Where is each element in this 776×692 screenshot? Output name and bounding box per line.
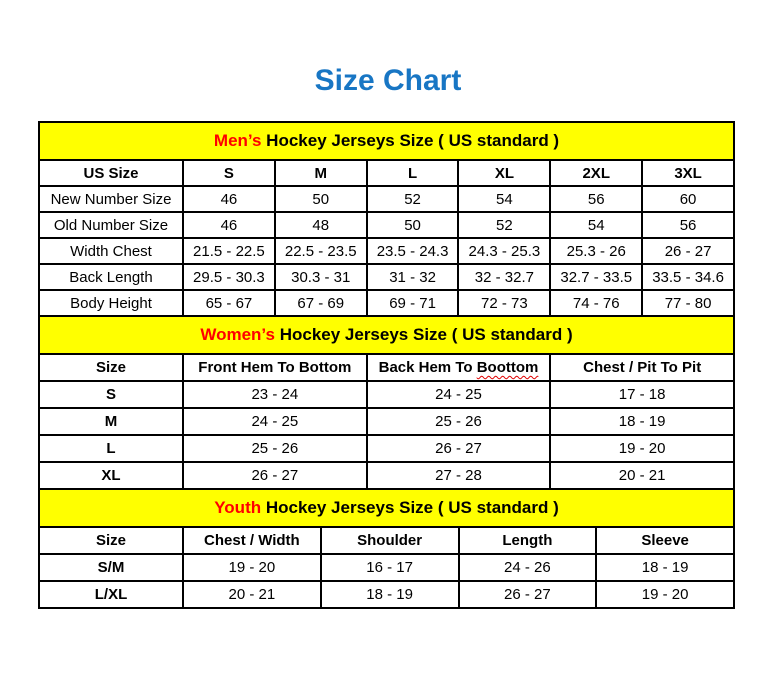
column-header: Back Hem To Boottom (367, 354, 551, 381)
size-cell: 27 - 28 (367, 462, 551, 489)
table-row (39, 435, 734, 462)
size-cell: 21.5 - 22.5 (183, 238, 275, 264)
womens-banner-highlight: Women’s (200, 325, 275, 344)
size-cell: 67 - 69 (275, 290, 367, 316)
column-header: US Size (39, 160, 183, 186)
size-cell: 24 - 25 (367, 381, 551, 408)
page-title: Size Chart (314, 64, 462, 97)
youth-banner-highlight: Youth (214, 498, 262, 517)
womens-banner (38, 315, 735, 355)
size-cell: 74 - 76 (550, 290, 642, 316)
size-chart (38, 121, 735, 609)
row-label: Back Length (39, 264, 183, 290)
size-cell: 56 (642, 212, 734, 238)
column-header: L (367, 160, 459, 186)
table-row (39, 290, 734, 316)
column-header: 3XL (642, 160, 734, 186)
size-cell: 19 - 20 (550, 435, 734, 462)
column-header: Shoulder (321, 527, 459, 554)
size-cell: 48 (275, 212, 367, 238)
womens-banner-text: Hockey Jerseys Size ( US standard ) (274, 325, 573, 344)
size-cell: 72 - 73 (458, 290, 550, 316)
youth-section (38, 488, 735, 609)
size-cell: 25 - 26 (183, 435, 367, 462)
column-header: Size (39, 354, 183, 381)
mens-size-table (38, 159, 735, 317)
row-label: Body Height (39, 290, 183, 316)
size-cell: 65 - 67 (183, 290, 275, 316)
size-cell: 60 (642, 186, 734, 212)
header-row (39, 160, 734, 186)
size-cell: 31 - 32 (367, 264, 459, 290)
size-cell: 23 - 24 (183, 381, 367, 408)
misspelled-word: Boottom (476, 359, 539, 376)
table-row (39, 381, 734, 408)
size-cell: 54 (458, 186, 550, 212)
table-row (39, 186, 734, 212)
womens-size-table (38, 353, 735, 490)
size-cell: 24 - 25 (183, 408, 367, 435)
header-row (39, 527, 734, 554)
size-cell: 20 - 21 (550, 462, 734, 489)
size-cell: 18 - 19 (550, 408, 734, 435)
size-cell: 77 - 80 (642, 290, 734, 316)
size-cell: 52 (367, 186, 459, 212)
size-cell: 25 - 26 (367, 408, 551, 435)
size-cell: 46 (183, 186, 275, 212)
size-cell: 50 (367, 212, 459, 238)
table-row (39, 581, 734, 608)
size-cell: 16 - 17 (321, 554, 459, 581)
row-label: L/XL (39, 581, 183, 608)
row-label: L (39, 435, 183, 462)
row-label: S/M (39, 554, 183, 581)
size-cell: 18 - 19 (596, 554, 734, 581)
size-cell: 19 - 20 (183, 554, 321, 581)
column-header: Length (459, 527, 597, 554)
row-label: M (39, 408, 183, 435)
column-header: Chest / Pit To Pit (550, 354, 734, 381)
size-cell: 18 - 19 (321, 581, 459, 608)
mens-banner-highlight: Men’s (213, 131, 262, 150)
table-row (39, 554, 734, 581)
size-cell: 26 - 27 (367, 435, 551, 462)
row-label: Old Number Size (39, 212, 183, 238)
row-label: Width Chest (39, 238, 183, 264)
size-cell: 69 - 71 (367, 290, 459, 316)
size-cell: 24.3 - 25.3 (458, 238, 550, 264)
row-label: XL (39, 462, 183, 489)
column-header: Size (39, 527, 183, 554)
size-cell: 52 (458, 212, 550, 238)
size-cell: 23.5 - 24.3 (367, 238, 459, 264)
size-cell: 22.5 - 23.5 (275, 238, 367, 264)
size-cell: 46 (183, 212, 275, 238)
size-cell: 32 - 32.7 (458, 264, 550, 290)
column-header: Front Hem To Bottom (183, 354, 367, 381)
column-header: Chest / Width (183, 527, 321, 554)
youth-banner-text: Hockey Jerseys Size ( US standard ) (261, 498, 559, 517)
size-cell: 29.5 - 30.3 (183, 264, 275, 290)
size-cell: 26 - 27 (642, 238, 734, 264)
size-cell: 25.3 - 26 (550, 238, 642, 264)
header-row (39, 354, 734, 381)
column-header: S (183, 160, 275, 186)
row-label: New Number Size (39, 186, 183, 212)
youth-size-table (38, 526, 735, 609)
size-cell: 26 - 27 (183, 462, 367, 489)
table-row (39, 462, 734, 489)
row-label: S (39, 381, 183, 408)
size-cell: 56 (550, 186, 642, 212)
size-cell: 30.3 - 31 (275, 264, 367, 290)
table-row (39, 264, 734, 290)
column-header: M (275, 160, 367, 186)
mens-banner (38, 121, 735, 161)
table-row (39, 238, 734, 264)
size-cell: 32.7 - 33.5 (550, 264, 642, 290)
womens-section (38, 315, 735, 490)
column-header: Sleeve (596, 527, 734, 554)
size-cell: 33.5 - 34.6 (642, 264, 734, 290)
size-cell: 19 - 20 (596, 581, 734, 608)
size-cell: 20 - 21 (183, 581, 321, 608)
size-cell: 54 (550, 212, 642, 238)
size-cell: 50 (275, 186, 367, 212)
mens-section (38, 121, 735, 317)
table-row (39, 408, 734, 435)
table-row (39, 212, 734, 238)
mens-banner-text: Hockey Jerseys Size ( US standard ) (261, 131, 560, 150)
size-cell: 26 - 27 (459, 581, 597, 608)
youth-banner (38, 488, 735, 528)
size-cell: 24 - 26 (459, 554, 597, 581)
column-header: XL (458, 160, 550, 186)
column-header: 2XL (550, 160, 642, 186)
size-cell: 17 - 18 (550, 381, 734, 408)
